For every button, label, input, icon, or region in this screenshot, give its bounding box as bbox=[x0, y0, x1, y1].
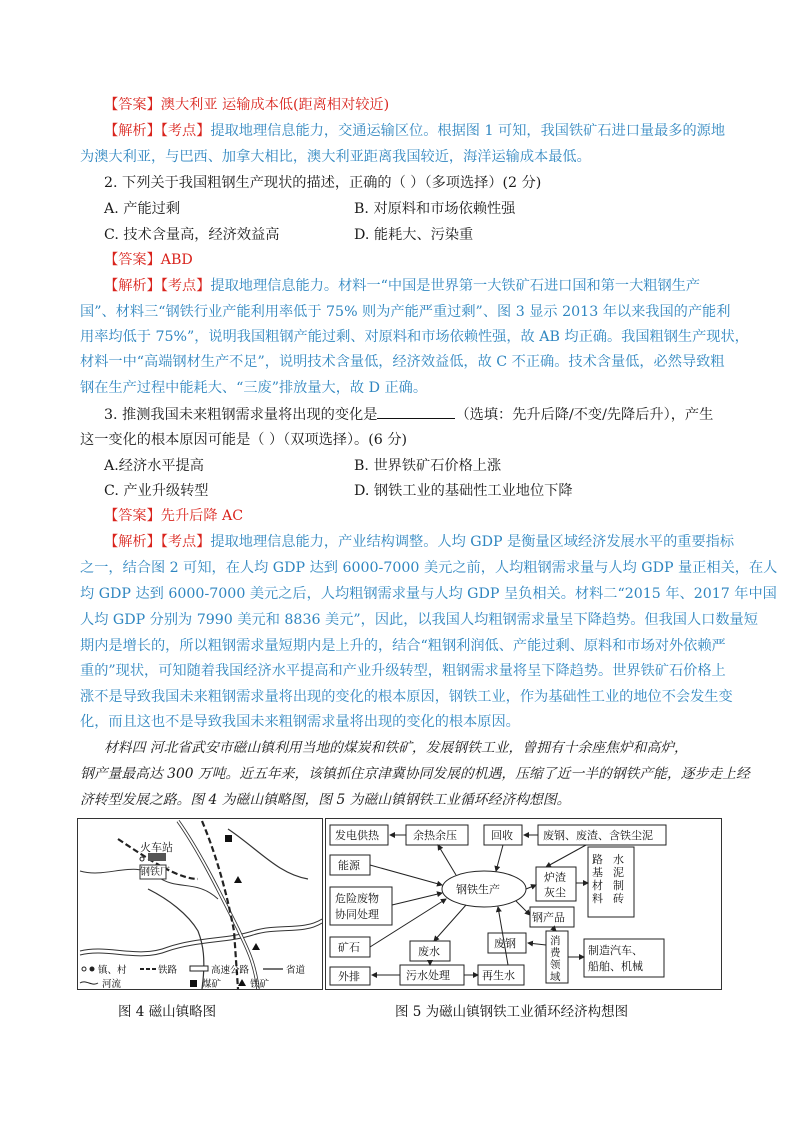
q1-answer bbox=[104, 95, 389, 115]
q3-option-a: A.经济水平提高 bbox=[104, 458, 204, 474]
q2-analysis-line-2: 国”、材料三“钢铁行业产能利用率低于 75% 则为产能严重过剩”、图 3 显示 2013 年以来我国的产能利 bbox=[80, 304, 731, 320]
q3-analysis-line-1: 【解析】【考点】提取地理信息能力，产业结构调整。人均 GDP 是衡量区域经济发展水平的重要指标 bbox=[104, 534, 735, 550]
legend-village-icon bbox=[82, 967, 86, 971]
q3-option-b: B. 世界铁矿石价格上涨 bbox=[354, 458, 502, 474]
label-wastes: 废钢、废渣、含铁尘泥 bbox=[543, 829, 653, 842]
label-slag-1: 炉渣 bbox=[544, 871, 566, 884]
label-steel-production: 钢铁生产 bbox=[456, 883, 500, 896]
label-manufacture-2: 船舶、机械 bbox=[588, 960, 643, 973]
q3-stem-line-1: 3. 推测我国未来粗钢需求量将出现的变化是 （选填：先升后降/不变/先降后升），产生 bbox=[104, 404, 713, 425]
station-label: 火车站 bbox=[140, 841, 173, 854]
coal-mine-icon bbox=[225, 835, 232, 842]
material4-line-3: 济转型发展之路。图 4 为磁山镇略图，图 5 为磁山镇钢铁工业循环经济构想图。 bbox=[80, 792, 571, 808]
label-manufacture-1: 制造汽车、 bbox=[588, 944, 643, 957]
label-slag-2: 灰尘 bbox=[544, 886, 566, 899]
legend-coal-icon bbox=[190, 980, 197, 987]
q2-option-a: A. 产能过剩 bbox=[104, 201, 181, 217]
q3-analysis-line-4: 人均 GDP 分别为 7990 美元和 8836 美元”，因此，以我国人均粗钢需求量呈下降趋势。但我国人口数量短 bbox=[80, 612, 758, 628]
figure-5-caption: 图 5 为磁山镇钢铁工业循环经济构想图 bbox=[395, 1004, 629, 1020]
q3-analysis-line-6: 重的”现状，可知随着我国经济水平提高和产业升级转型，粗钢需求量将呈下降趋势。世界铁矿石价格上 bbox=[80, 663, 726, 679]
highway bbox=[178, 821, 258, 989]
river bbox=[80, 919, 322, 952]
provincial-road bbox=[228, 829, 308, 879]
label-energy: 能源 bbox=[338, 859, 360, 872]
label-scrap: 废钢 bbox=[494, 937, 516, 950]
town-icon bbox=[140, 857, 144, 861]
label-cement: 水泥制砖 bbox=[613, 853, 624, 905]
label-products: 钢产品 bbox=[532, 911, 565, 924]
railway bbox=[202, 821, 238, 989]
q3-option-c: C. 产业升级转型 bbox=[104, 483, 209, 499]
map-svg bbox=[78, 819, 322, 989]
label-treatment: 污水处理 bbox=[406, 969, 450, 982]
analysis-tag: 【解析】【考点】 bbox=[104, 123, 211, 139]
q3-analysis-line-7: 涨不是导致我国未来粗钢需求量将出现的变化的根本原因，钢铁工业，作为基础性工业的地位不会发生变 bbox=[80, 689, 733, 705]
highway bbox=[178, 821, 258, 989]
q2-analysis-line-4: 材料一中“高端钢材生产不足”，说明技术含量低，经济效益低，故 C 不正确。技术含量低，必然导致粗 bbox=[80, 354, 725, 370]
label-recycle: 回收 bbox=[491, 829, 513, 842]
q3-stem-line-2: 这一变化的根本原因可能是（ ）（双项选择）。(6 分) bbox=[80, 432, 408, 448]
material4-line-1: 材料四 河北省武安市磁山镇利用当地的煤炭和铁矿，发展钢铁工业，曾拥有十余座焦炉和高炉， bbox=[104, 740, 688, 756]
legend-river-label: 河流 bbox=[102, 979, 122, 989]
q2-analysis-line-1: 【解析】【考点】提取地理信息能力。材料一“中国是世界第一大铁矿石进口国和第一大粗钢生产 bbox=[104, 278, 701, 294]
diagram-svg bbox=[326, 819, 721, 989]
legend-iron-label: 铁矿 bbox=[250, 979, 270, 989]
q2-stem: 2. 下列关于我国粗钢生产现状的描述，正确的（ ）（多项选择）(2 分) bbox=[104, 175, 542, 191]
legend-river-icon bbox=[80, 982, 98, 984]
legend-coal-label: 煤矿 bbox=[202, 979, 222, 989]
legend-rail-label: 铁路 bbox=[158, 965, 178, 976]
label-consumption: 消费领域 bbox=[550, 935, 561, 983]
q2-option-c: C. 技术含量高，经济效益高 bbox=[104, 227, 280, 243]
label-ore: 矿石 bbox=[338, 941, 360, 954]
iron-ore-icon bbox=[234, 876, 242, 883]
label-hazard-2: 协同处理 bbox=[335, 908, 379, 921]
q3-answer: 【答案】先升后降 AC bbox=[104, 508, 244, 524]
q3-option-d: D. 钢铁工业的基础性工业地位下降 bbox=[354, 483, 573, 499]
q1-analysis-line-1: 【解析】【考点】提取地理信息能力，交通运输区位。根据图 1 可知，我国铁矿石进口量最多的源地 bbox=[104, 123, 726, 139]
legend-town-label: 镇、村 bbox=[98, 965, 127, 976]
figure-4-caption: 图 4 磁山镇略图 bbox=[118, 1004, 217, 1020]
label-reclaimed-water: 再生水 bbox=[482, 969, 515, 982]
legend-town-icon bbox=[90, 967, 95, 972]
legend-iron-icon bbox=[238, 979, 246, 986]
legend-highway-label: 高速公路 bbox=[211, 965, 250, 976]
plant-label: 钢铁厂 bbox=[140, 867, 170, 878]
legend-highway-icon bbox=[190, 966, 208, 971]
q3-analysis-line-5: 期内是增长的，所以粗钢需求量短期内是上升的，结合“粗钢利润低、产能过剩、原料和市场对外依赖严 bbox=[80, 638, 726, 654]
label-waste-heat: 余热余压 bbox=[413, 829, 457, 842]
label-hazard-1: 危险废物 bbox=[335, 892, 379, 905]
q2-answer: 【答案】ABD bbox=[104, 252, 193, 268]
q3-analysis-line-2: 之一，结合图 2 可知，在人均 GDP 达到 6000-7000 美元之前，人均粗钢需求量与人均 GDP 量正相关，在人 bbox=[80, 560, 778, 576]
q2-analysis-line-3: 用率均低于 75%”，说明我国粗钢产能过剩、对原料和市场依赖性强，故 AB 均正确。我国粗钢生产现状， bbox=[80, 329, 749, 345]
label-power: 发电供热 bbox=[335, 829, 379, 842]
label-road-material: 路基材料 bbox=[592, 853, 603, 905]
answer-tag: 【答案】 bbox=[104, 97, 161, 113]
q1-analysis-line-2: 为澳大利亚，与巴西、加拿大相比，澳大利亚距离我国较近，海洋运输成本最低。 bbox=[80, 149, 591, 165]
q2-option-d: D. 能耗大、污染重 bbox=[354, 227, 474, 243]
q3-analysis-line-8: 化，而且这也不是导致我国未来粗钢需求量将出现的变化的根本原因。 bbox=[80, 714, 520, 730]
q2-analysis-line-5: 钢在生产过程中能耗大、“三废”排放量大，故 D 正确。 bbox=[80, 380, 428, 396]
material4-line-2: 钢产量最高达 300 万吨。近五年来，该镇抓住京津冀协同发展的机遇，压缩了近一半的钢铁产能，逐步走上经 bbox=[80, 766, 750, 782]
legend-road-label: 省道 bbox=[286, 965, 306, 976]
label-wastewater: 废水 bbox=[418, 945, 440, 958]
figure-4-map bbox=[77, 818, 323, 990]
fill-blank bbox=[377, 404, 455, 419]
railway-station-block bbox=[148, 853, 166, 861]
q2-option-b: B. 对原料和市场依赖性强 bbox=[354, 201, 516, 217]
label-discharge: 外排 bbox=[338, 970, 360, 983]
figure-5-diagram bbox=[325, 818, 722, 990]
q3-analysis-line-3: 均 GDP 达到 6000-7000 美元之后，人均粗钢需求量与人均 GDP 呈负相关。材料二“2015 年、2017 年中国 bbox=[80, 586, 777, 602]
iron-ore-icon bbox=[252, 943, 260, 950]
answer-text: 澳大利亚 运输成本低(距离相对较近) bbox=[160, 97, 390, 113]
